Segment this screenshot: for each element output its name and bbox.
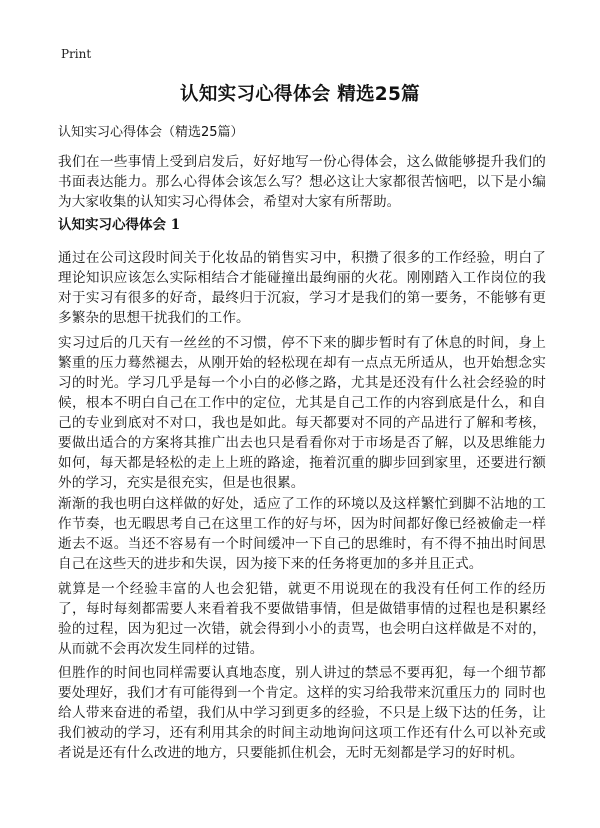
body-paragraph-5: 但胜作的时间也同样需要认真地态度，别人讲过的禁忌不要再犯，每一个细节都要处理好，我们才有可能得到一个肯定。这样的实习给我带来沉重压力的 同时也给人带来奋进的希望，我们从中学习到更多的经验，不只是上级下达的任务，让我们被动的学习，还有利用其余的时间主动地询问这项工作还有什么可以补充或者说是还有什么改进的地方，只要能抓住机会，无时无刻都是学习的好时机。: [58, 665, 546, 761]
section-heading-text: 认知实习心得体会: [58, 217, 166, 233]
body-paragraph-2: 实习过后的几天有一丝丝的不习惯，停不下来的脚步暂时有了休息的时间，身上繁重的压力蓦然褪去，从刚开始的轻松现在却有一点点无所适从，也开始想念实习的时光。学习几乎是每一个小白的必修之路，尤其是还没有什么社会经验的时候，根本不明白自己在工作中的定位，尤其是自己工作的内容到底是什么，和自己的专业到底对不对口，我也是如此。每天都要对不同的产品进行了解和考核，要做出适合的方案将其推广出去也只是看看你对于市场是否了解，以及思维能力如何，每天都是轻松的走上上班的路途，拖着沉重的脚步回到家里，还要进行额外的学习，充实是很充实，但是也很累。: [58, 335, 546, 491]
page-title: 认知实习心得体会 精选25篇: [180, 84, 420, 105]
body-paragraph-4: 就算是一个经验丰富的人也会犯错，就更不用说现在的我没有任何工作的经历了，每时每刻都需要人来看着我不要做错事情，但是做错事情的过程也是积累经验的过程，因为犯过一次错，就会得到小小的责骂，也会明白这样做是不对的，从而就不会再次发生同样的过错。: [58, 581, 546, 657]
document-subtitle: 认知实习心得体会（精选25篇）: [58, 125, 244, 140]
section-heading: [58, 213, 180, 233]
section-heading-number: 1: [170, 217, 181, 233]
intro-paragraph: 我们在一些事情上受到启发后，好好地写一份心得体会，这么做能够提升我们的书面表达能力。那么心得体会该怎么写？想必这让大家都很苦恼吧，以下是小编为大家收集的认知实习心得体会，希望对大家有所帮助。: [58, 154, 546, 210]
body-paragraph-3: 渐渐的我也明白这样做的好处，适应了工作的环境以及这样繁忙到脚不沾地的工作节奏，也无暇思考自己在这里工作的好与坏，因为时间都好像已经被偷走一样逝去不返。当还不容易有一个时间缓冲一下自己的思维时，有不得不抽出时间思自己在这些天的进步和失误，因为接下来的任务将更加的多并且正式。: [58, 496, 546, 572]
body-paragraph-1: 通过在公司这段时间关于化妆品的销售实习中，积攒了很多的工作经验，明白了理论知识应该怎么实际相结合才能碰撞出最绚丽的火花。刚刚踏入工作岗位的我对于实习有很多的好奇，最终归于沉寂，学习才是我们的第一要务，不能够有更多繁杂的思想干扰我们的工作。: [58, 250, 546, 326]
print-link[interactable]: Print: [61, 47, 92, 61]
